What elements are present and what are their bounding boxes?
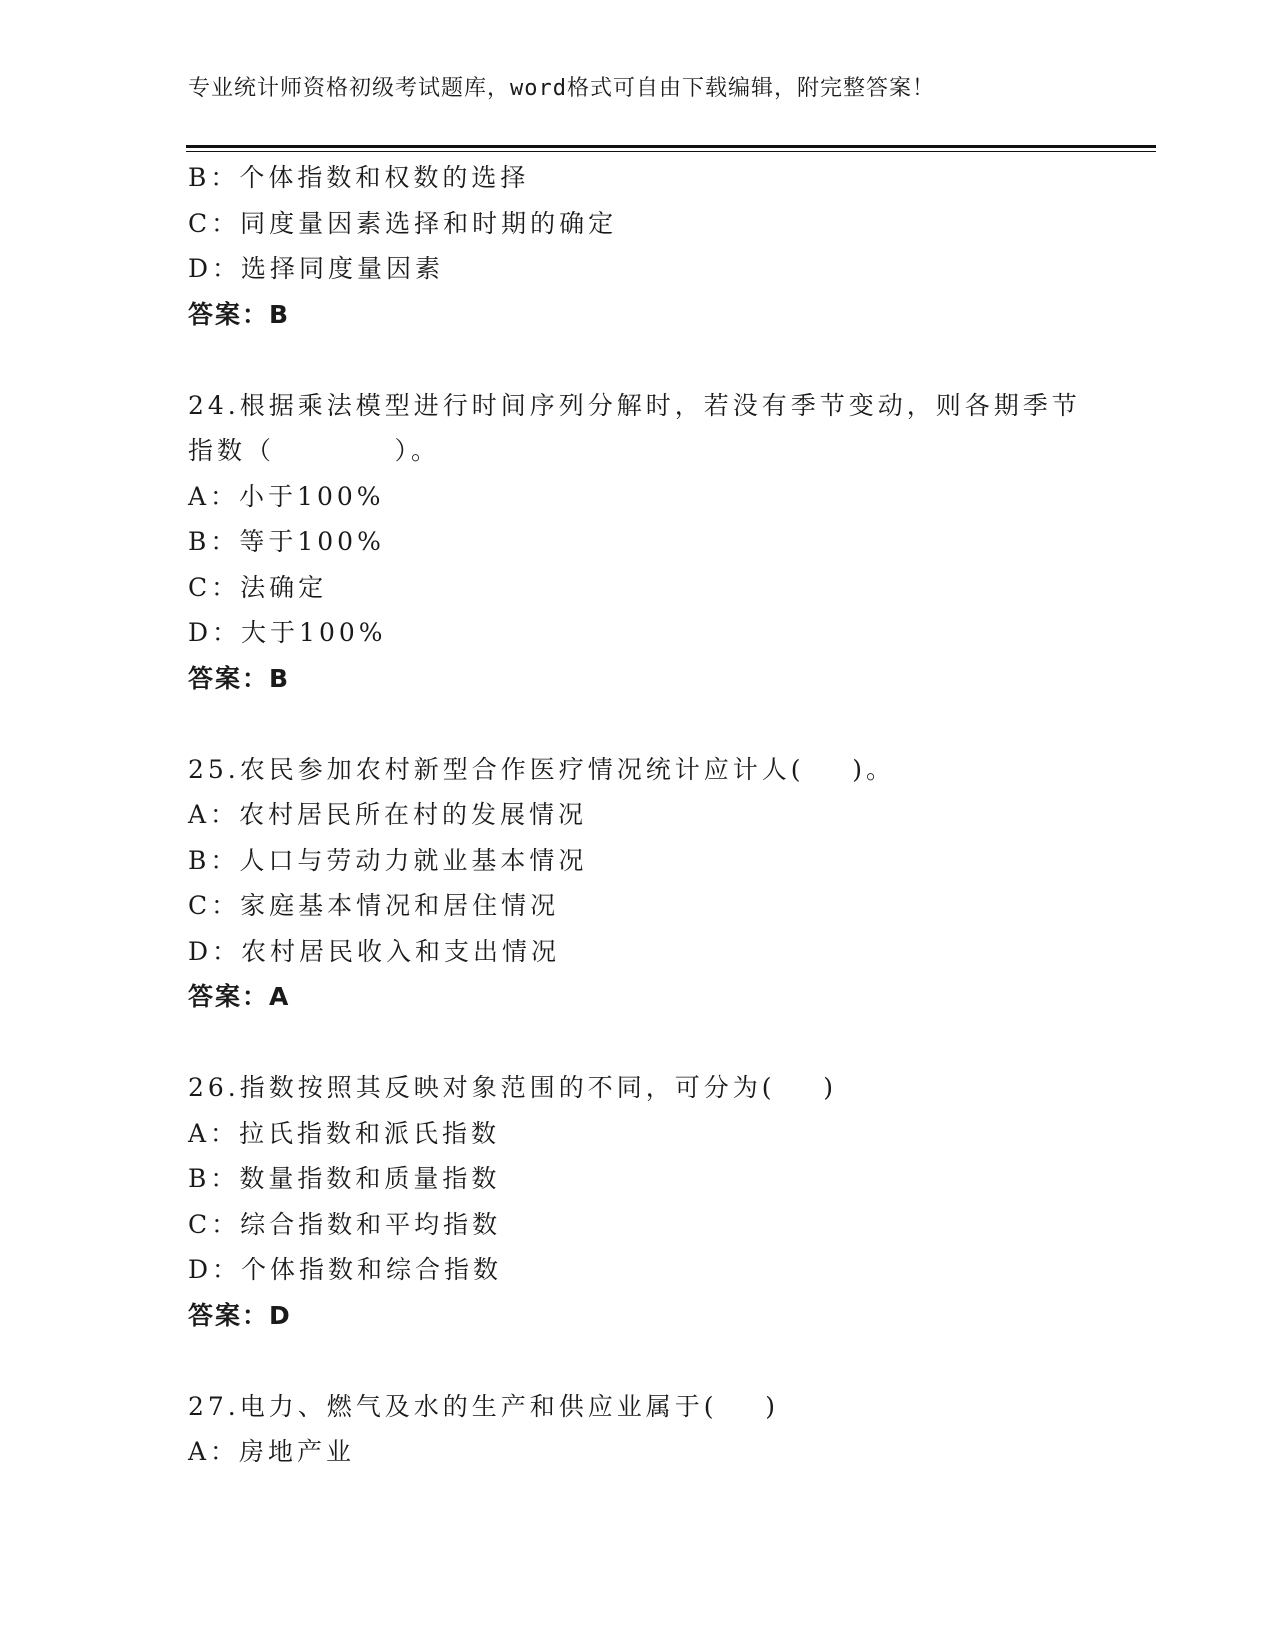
question-23-continued (188, 155, 1148, 337)
answer: 答案：D (188, 1300, 292, 1330)
option-b: B：等于100% (188, 527, 385, 556)
option-d: D：大于100% (188, 618, 387, 647)
option-a: A：房地产业 (188, 1437, 356, 1466)
option-b: B：人口与劳动力就业基本情况 (188, 845, 588, 875)
option-d: D：农村居民收入和支出情况 (188, 936, 561, 966)
header-rule-thin (186, 151, 1156, 152)
option-a: A：农村居民所在村的发展情况 (188, 800, 588, 829)
option-c: C：综合指数和平均指数 (188, 1209, 502, 1239)
spacer (188, 337, 1148, 383)
option-d: D：个体指数和综合指数 (188, 1255, 503, 1284)
spacer (188, 701, 1148, 747)
option-c: C：同度量因素选择和时期的确定 (188, 208, 618, 238)
question-25 (188, 747, 1148, 1020)
page-header: 专业统计师资格初级考试题库，word格式可自由下载编辑，附完整答案！ (188, 76, 935, 101)
question-stem: 24.根据乘法模型进行时间序列分解时，若没有季节变动，则各期季节 (188, 390, 1081, 420)
option-a: A：小于100% (188, 481, 385, 511)
question-list (188, 155, 1148, 1475)
option-b: B：数量指数和质量指数 (188, 1164, 501, 1193)
question-stem: 26.指数按照其反映对象范围的不同，可分为( ) (188, 1073, 838, 1102)
header-rule-thick (186, 145, 1156, 148)
spacer (188, 1020, 1148, 1066)
answer: 答案：B (188, 663, 291, 693)
question-stem: 25.农民参加农村新型合作医疗情况统计应计人( )。 (188, 754, 896, 784)
option-b: B：个体指数和权数的选择 (188, 163, 530, 192)
spacer (188, 1338, 1148, 1384)
question-stem: 27.电力、燃气及水的生产和供应业属于( ) (188, 1391, 780, 1421)
option-c: C：家庭基本情况和居住情况 (188, 891, 560, 920)
answer: 答案：A (188, 982, 291, 1011)
option-a: A：拉氏指数和派氏指数 (188, 1118, 501, 1148)
question-26 (188, 1065, 1148, 1338)
option-d: D：选择同度量因素 (188, 254, 445, 283)
question-24 (188, 383, 1148, 702)
question-27 (188, 1384, 1148, 1475)
question-stem-continued: 指数（ ）。 (188, 436, 440, 465)
option-c: C：法确定 (188, 572, 328, 602)
answer: 答案：B (188, 299, 291, 329)
